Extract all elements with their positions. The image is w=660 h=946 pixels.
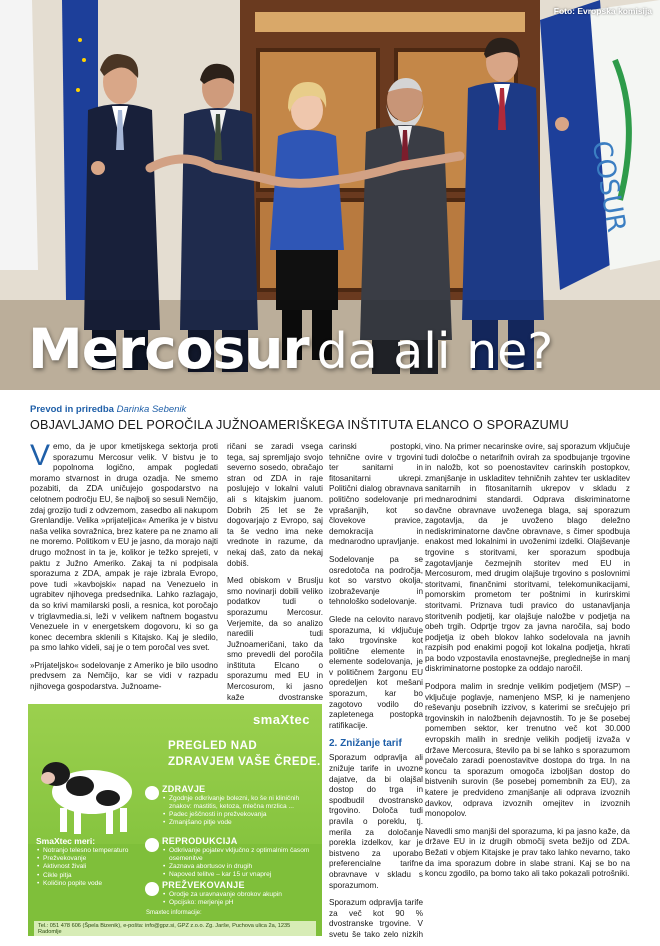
ad-headline-2: ZDRAVJEM VAŠE ČREDE. [168,756,321,768]
section-heading: 2. Znižanje tarif [329,738,402,750]
article-subtitle: OBJAVLJAMO DEL POROČILA JUŽNOAMERIŠKEGA INŠTITUTA ELANCO O SPORAZUMU [30,418,569,432]
ad-bullet: • Zaznava abortusov in drugih [162,863,322,871]
mercosur-flag-text: COSUR [585,138,632,235]
ad-measures [36,836,146,888]
headline-light: da ali ne? [316,323,554,380]
paragraph: Glede na celovito naravo sporazuma, ki vključuje tako trgovinske kot politične elemente in elemente sodelovanja, je v političnem žargonu EU opredeljen kot mešani sporazum, kar bo zagotovo vodilo do zapletenega postopka ratifikacije. [329,614,423,730]
paragraph: Podpora malim in srednje velikim podjetjem (MSP) – vključuje poglavje, namenjeno MSP, ki je namenjeno reševanju posebnih izzivov, s katerimi se srečujejo pri trgovinskih in naložbenih dejavnostih. To je še posebej pomemben sektor, ker trenutno več kot 30.000 evropskih malih in srednje velikih podjetij izvaža v države Mercosura, število pa bi se lahko s sporazumom povečalo zaradi poenostavitve dostopa do trga. In na koncu ta sporazum omogoča izboljšan dostop do bistvenih surovin (še posebej pomembnih za EU), za katere je predvideno zmanjšanje ali odprava izvoznih davkov, odprava izvoznih omejitev in izvoznih monopolov. [425,682,630,819]
reproduction-icon [145,838,159,852]
heart-icon [145,786,159,800]
ad-bullet: • Opcijsko: merjenje pH [162,899,322,907]
ad-section-title: REPRODUKCIJA [162,836,238,846]
paragraph: Sodelovanje pa se osredotoča na področja, kot so varstvo okolja, izobraževanje in tehnološko sodelovanje. [329,554,423,607]
paragraph: ričani se zaradi vsega tega, saj spremljajo svojo severno sosedo, obračajo stran od ZDA in raje poslujejo v lokalni valuti ali s kitajskim juanom. Dobrih 25 let se že dogovarjajo z Evropo, saj ta še vedno ima neke vrednote in razume, da nekaj daš, zato da nekaj dobiš. [227,442,323,568]
article-column-3 [329,442,423,938]
ad-headline-1: PREGLED NAD [168,740,258,752]
cow-icon [34,728,144,838]
rumination-icon [145,882,159,896]
smaxtec-ad[interactable] [28,704,322,936]
ad-bullet: • Odkrivanje pojatev vključno z optimalnim časom osemenitve [162,847,322,863]
paragraph: vino. Na primer necarinske ovire, saj sporazum vključuje tudi določbe o netarifnih ovirah za spodbujanje trgovine in naložb, kot so poenostavitev carinskih postopkov, zmanjšanje in uskladitev tehničnih zahtev ter uskladitev sanitarnih in fitosanitarnih ukrepov v skladu z mednarodnimi standardi. Odprava diskriminatorne davčne obravnave uvoženega blaga, saj sporazum zagotavlja, da je uvoženo blago deležno nediskriminatorne davčne obravnave, s čimer spodbuja enakost med lokalnimi in uvoženimi izdelki. Olajševanje trgovine s storitvami, ker sporazum spodbuja zagotavljanje čezmejnih storitev med EU in Mercosurom, med drugim olajšuje trgovino s poslovnimi storitvami, finančnimi storitvami, telekomunikacijami, pomorskim prometom ter poštnimi in kurirskimi storitvami. Priznava tudi pravico do ustanavljanja storitvenih podjetij, kar olajšuje naložbe v podjetja na obeh trgih. Odprtje trgov za javna naročila, saj bodo podjetja iz obeh blokov lahko sodelovala na javnih razpisih pod enakimi pogoji kot lokalna podjetja, hkrati pa bodo vzpostavila enostavnejše, preglednejše in manj diskriminatorne postopke za oddajo naročil. [425,442,630,674]
ad-measure-item: • Aktivnost živali [36,863,146,871]
ad-bullet: • Zmanjšano pitje vode [162,819,322,827]
paragraph: carinski postopki, tehnične ovire v trgovini ter sanitarni in fitosanitarni ukrepi. Politični dialog obravnava politično sodelovanje pri vprašanjih, kot so človekove pravice, demokracija in mednarodno upravljanje. [329,442,423,547]
ad-brand-logo: smaXtec [253,712,310,727]
paragraph: »Prijateljsko« sodelovanje z Ameriko je bilo usodno predvsem za Nemčijo, kar se vidi v razpadu njihovega gospodarstva. Južnoame- [30,660,218,692]
paragraph: Sporazum odpravlja ali znižuje tarife in uvozne dajatve, da bi olajšal dostop do trga in spodbudil dvostransko trgovino. Določa tudi pravila o poreklu, tj. merila za določanje porekla izdelkov, kar je bistveno za uporabo preferencialne tarifne obravnave v skladu s sporazumom. [329,753,423,890]
ad-bullet: • Napoved telitve – kar 15 ur vnaprej [162,871,322,879]
ad-bullet: • Padec ješčnosti in prežvekovanja [162,811,322,819]
byline-author: Darinka Sebenik [116,404,187,415]
ad-section-rumination [162,880,322,907]
ad-measure-item: • Notranjo telesno temperaturo [36,847,146,855]
paragraph [30,442,218,654]
headline [28,317,554,381]
ad-measures-title: SmaXtec meri: [36,836,96,846]
paragraph: Med obiskom v Bruslju smo novinarji dobili veliko podatkov tudi o sporazumu Mercosur. Verjemite, da so analizo naredili tudi Južnoameričani, tako da smo prevedli del poročila inštituta Elcano o sporazumu med EU in Mercosurom, ki jasno kaže dvostranske [227,576,323,702]
ad-measure-item: • Prežvekovanje [36,855,146,863]
byline [30,404,186,415]
ad-bullet: • Zgodnje odkrivanje bolezni, ko še ni kliničnih znakov: mastitis, ketoza, mlečna mrzlica ... [162,795,322,811]
article-column-2 [227,442,323,704]
paragraph-text: emo, da je upor kmetijskega sektorja proti sporazumu Mercosur velik. V bistvu je to popolnoma logično, ampak pogledati moramo stvarnost in druga ozadja. Ne smemo pozabiti, da ZDA uničujejo gospodarstvo na celotnem področju EU, še najbolj so sesuli Nemčijo, zdaj grozijo tudi z odvzemom, zasedbo ali nakupom Grenlandije. Velika »prijateljica« Amerika je v bistvu naša velika sovražnica, brez katere pa ne znamo ali ne moremo. Politikom v EU je jasno, da morajo najti drugo možnost in ta je, kolikor je težko sprejeti, v paktu z Južno Ameriko. Zakaj ta ni podpisala sporazuma z ZDA, ampak je raje izbrala Evropo, pove tudi »kavbojski« napad na Venezuelo in ugrabitev njihovega predsednika. Lahko razlagajo, da so krivi mamilarski posli, a resnica, kot poročajo v triglavmedia.si, leži v velikem naftnem bogastvu Venezuele in v energetskem dogovoru, ki so ga konec decembra sklenili s Kitajsko. Kaj je sledilo, pa smo lahko videli, saj je o tem poročal ves svet. [30,442,218,653]
photo-credit: Foto: Evropska komisija [553,6,652,16]
ad-section-health [162,784,322,827]
hero-photo [0,0,660,390]
ad-measure-item: • Cikle pitja [36,872,146,880]
ad-section-title: PREŽVEKOVANJE [162,880,245,890]
byline-role: Prevod in priredba [30,404,114,415]
paragraph: Navedli smo manjši del sporazuma, ki pa jasno kaže, da države EU in iz drugih območij sveta bežijo od ZDA. Bežati v objem Kitajske je prav tako lahko nevarno, tako da ima sporazum dobre in slabe strani. Kaj se bo na koncu zgodilo, pa bomo tako ali tako pokazali potrošniki. [425,826,630,879]
ad-section-title: ZDRAVJE [162,784,206,794]
ad-contact-label: Smaxtec informacije: [146,910,202,916]
headline-bold: Mercosur [28,317,309,381]
flag-left [0,0,38,270]
ad-contact[interactable]: Tel.: 051 478 606 (Špela Bizenik), e-pošta: info@gpz.si, GPZ z.o.o. Zg. Jarše, Puchova ulica 2a, 1235 Radomlje [34,921,316,936]
ad-section-reproduction [162,836,322,879]
article-column-4 [425,442,630,938]
ad-measure-item: • Količino popite vode [36,880,146,888]
article-column-1 [30,442,218,704]
ad-bullet: • Orodje za uravnavanje obrokov akupin [162,891,322,899]
dropcap: V [30,442,51,472]
paragraph: Sporazum odpravlja tarife za več kot 90 % dvostranske trgovine. V svetu še tako zelo nizkih [329,898,423,938]
